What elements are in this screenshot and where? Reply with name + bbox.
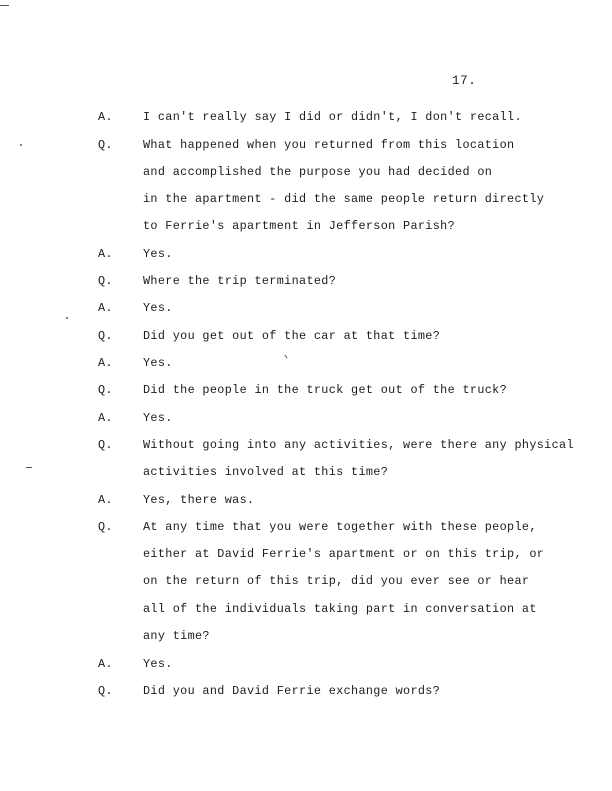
scan-artifact bbox=[0, 5, 9, 6]
line-text: on the return of this trip, did you ever see or hear bbox=[143, 574, 530, 588]
line-text: I can't really say I did or didn't, I don't recall. bbox=[143, 110, 522, 124]
speaker-label: Q. bbox=[98, 520, 113, 534]
line-text: Without going into any activities, were there any physical bbox=[143, 438, 574, 452]
speaker-label: A. bbox=[98, 110, 113, 124]
line-text: Did the people in the truck get out of the truck? bbox=[143, 383, 508, 397]
line-text: and accomplished the purpose you had decided on bbox=[143, 165, 493, 179]
speaker-label: Q. bbox=[98, 138, 113, 152]
line-text: all of the individuals taking part in conversation at bbox=[143, 602, 537, 616]
speaker-label: A. bbox=[98, 493, 113, 507]
speaker-label: A. bbox=[98, 657, 113, 671]
line-text: Yes. bbox=[143, 301, 173, 315]
line-text: Yes. bbox=[143, 657, 173, 671]
speaker-label: Q. bbox=[98, 274, 113, 288]
scan-artifact bbox=[284, 355, 287, 359]
line-text: any time? bbox=[143, 629, 210, 643]
speaker-label: Q. bbox=[98, 329, 113, 343]
line-text: Where the trip terminated? bbox=[143, 274, 337, 288]
line-text: Yes. bbox=[143, 247, 173, 261]
scan-artifact bbox=[26, 467, 32, 468]
line-text: Did you and David Ferrie exchange words? bbox=[143, 684, 441, 698]
speaker-label: A. bbox=[98, 247, 113, 261]
line-text: to Ferrie's apartment in Jefferson Parish? bbox=[143, 219, 456, 233]
speaker-label: Q. bbox=[98, 684, 113, 698]
line-text: in the apartment - did the same people return directly bbox=[143, 192, 545, 206]
line-text: Yes. bbox=[143, 356, 173, 370]
line-text: either at David Ferrie's apartment or on this trip, or bbox=[143, 547, 545, 561]
speaker-label: A. bbox=[98, 301, 113, 315]
line-text: Did you get out of the car at that time? bbox=[143, 329, 441, 343]
speaker-label: Q. bbox=[98, 383, 113, 397]
page-number: 17. bbox=[452, 74, 477, 88]
scan-artifact bbox=[20, 144, 22, 146]
scan-artifact bbox=[66, 317, 68, 319]
speaker-label: Q. bbox=[98, 438, 113, 452]
line-text: Yes. bbox=[143, 411, 173, 425]
speaker-label: A. bbox=[98, 356, 113, 370]
line-text: At any time that you were together with these people, bbox=[143, 520, 537, 534]
line-text: What happened when you returned from this location bbox=[143, 138, 515, 152]
line-text: Yes, there was. bbox=[143, 493, 255, 507]
line-text: activities involved at this time? bbox=[143, 465, 389, 479]
speaker-label: A. bbox=[98, 411, 113, 425]
